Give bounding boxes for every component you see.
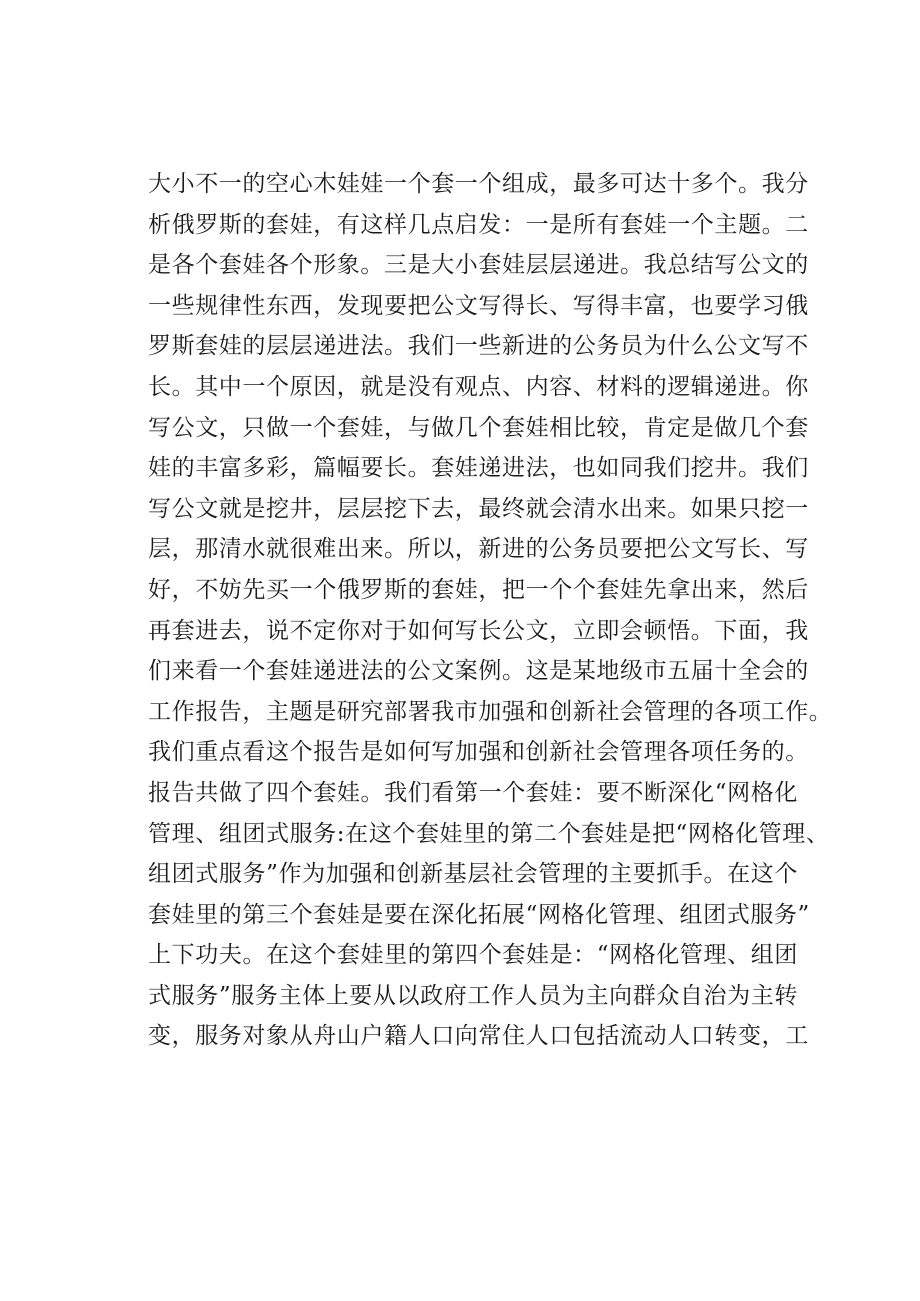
text-line-15: 我们重点看这个报告是如何写加强和创新社会管理各项任务的。 [148, 739, 809, 766]
text-line-9: 写公文就是挖井，层层挖下去，最终就会清水出来。如果只挖一 [148, 495, 809, 522]
text-line-17: 管理、组团式服务:在这个套娃里的第二个套娃是把“网格化管理、 [148, 820, 830, 847]
text-line-1: 大小不一的空心木娃娃一个套一个组成，最多可达十多个。我分 [148, 171, 809, 197]
text-line-10: 层，那清水就很难出来。所以，新进的公务员要把公文写长、写 [148, 536, 809, 563]
text-line-4: 一些规律性东西，发现要把公文写得长、写得丰富，也要学习俄 [148, 292, 809, 319]
text-line-22: 变，服务对象从舟山户籍人口向常住人口包括流动人口转变，工 [148, 1023, 809, 1050]
text-line-14: 工作报告，主题是研究部署我市加强和创新社会管理的各项工作。 [148, 698, 833, 725]
text-line-16: 报告共做了四个套娃。我们看第一个套娃：要不断深化“网格化 [148, 779, 798, 806]
text-line-21: 式服务”服务主体上要从以政府工作人员为主向群众自治为主转 [148, 982, 798, 1009]
text-line-2: 析俄罗斯的套娃，有这样几点启发：一是所有套娃一个主题。二 [148, 211, 809, 238]
text-line-20: 上下功夫。在这个套娃里的第四个套娃是：“网格化管理、组团 [148, 942, 798, 969]
text-line-5: 罗斯套娃的层层递进法。我们一些新进的公务员为什么公文写不 [148, 333, 809, 360]
text-line-13: 们来看一个套娃递进法的公文案例。这是某地级市五届十全会的 [148, 658, 809, 685]
text-line-18: 组团式服务”作为加强和创新基层社会管理的主要抓手。在这个 [148, 861, 798, 888]
text-line-19: 套娃里的第三个套娃是要在深化拓展“网格化管理、组团式服务” [148, 901, 810, 928]
text-line-7: 写公文，只做一个套娃，与做几个套娃相比较，肯定是做几个套 [148, 414, 809, 441]
text-line-3: 是各个套娃各个形象。三是大小套娃层层递进。我总结写公文的 [148, 252, 809, 279]
text-line-11: 好，不妨先买一个俄罗斯的套娃，把一个个套娃先拿出来，然后 [148, 576, 809, 603]
text-line-12: 再套进去，说不定你对于如何写长公文，立即会顿悟。下面，我 [148, 617, 809, 644]
body-paragraph [148, 164, 833, 1057]
text-line-8: 娃的丰富多彩，篇幅要长。套娃递进法，也如同我们挖井。我们 [148, 455, 809, 482]
text-line-6: 长。其中一个原因，就是没有观点、内容、材料的逻辑递进。你 [148, 373, 809, 400]
